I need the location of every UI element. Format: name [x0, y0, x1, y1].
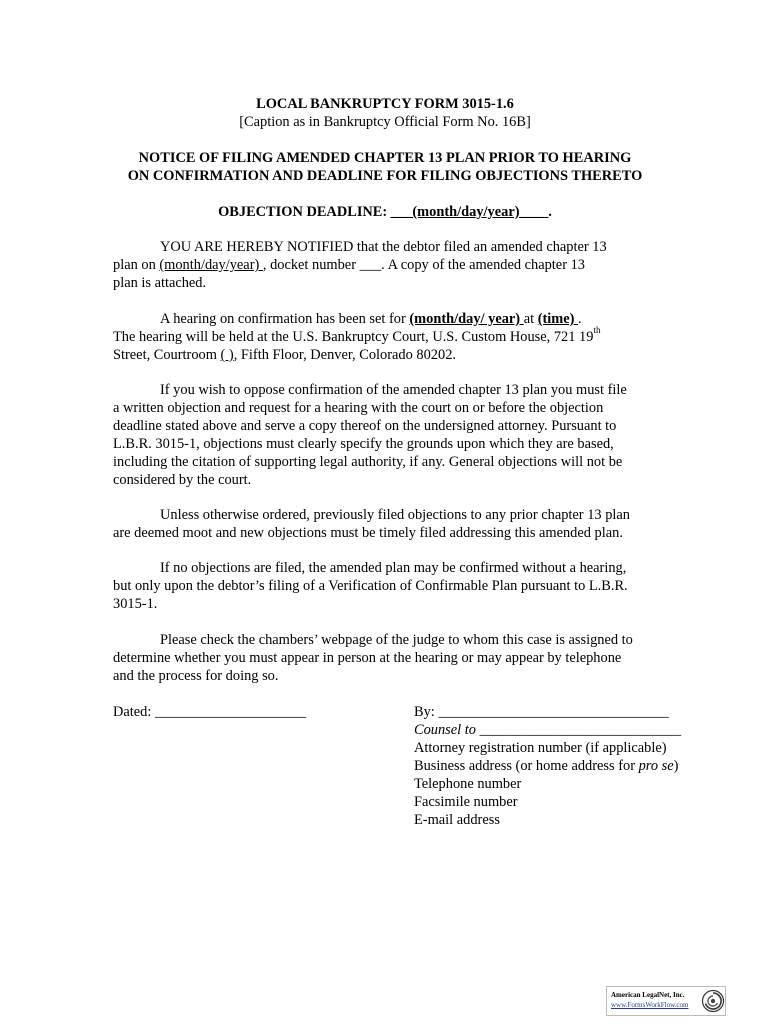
email-address: E-mail address: [414, 812, 500, 828]
text: A hearing on confirmation has been set for: [160, 311, 410, 327]
text: Business address (or home address for: [414, 758, 639, 774]
by-signature-line: By: ________________________________: [414, 704, 669, 720]
plan-date-blank: (month/day/year): [159, 257, 263, 273]
notice-title-line2: ON CONFIRMATION AND DEADLINE FOR FILING OBJECTIONS THERETO: [127, 168, 643, 184]
text: Street, Courtroom: [113, 347, 221, 363]
attorney-registration: Attorney registration number (if applicable): [414, 740, 667, 756]
counsel-to-line: [414, 721, 681, 739]
legalnet-logo-icon: [701, 989, 725, 1013]
para6-line1: Please check the chambers’ webpage of the judge to whom this case is assigned to: [160, 632, 633, 648]
logo-company: American LegalNet, Inc.: [611, 991, 685, 999]
business-address: [414, 757, 678, 775]
text: plan on: [113, 257, 160, 273]
para6-line2: determine whether you must appear in person at the hearing or may appear by telephone: [113, 650, 622, 666]
para3-line1: If you wish to oppose confirmation of the amended chapter 13 plan you must file: [160, 382, 627, 398]
text: at: [523, 311, 538, 327]
objection-deadline: [0, 203, 770, 221]
para4-line2: are deemed moot and new objections must be timely filed addressing this amended plan.: [113, 525, 623, 541]
text: , docket number ___. A copy of the amended chapter 13: [262, 257, 585, 273]
footer-logo: [606, 986, 726, 1016]
logo-url-link[interactable]: www.FormsWorkFlow.com: [611, 1001, 689, 1009]
counsel-label: Counsel to: [414, 722, 476, 738]
form-title: LOCAL BANKRUPTCY FORM 3015-1.6: [256, 96, 514, 112]
pro-se-italic: pro se: [638, 758, 674, 774]
objection-deadline-label: OBJECTION DEADLINE:: [218, 204, 391, 220]
para2-line1: [160, 310, 582, 328]
para5-line3: 3015-1.: [113, 596, 158, 612]
objection-deadline-pad: ____: [519, 204, 549, 220]
objection-deadline-date: (month/day/year): [412, 204, 520, 220]
para2-line2: [113, 325, 601, 346]
para4-line1: Unless otherwise ordered, previously filed objections to any prior chapter 13 plan: [160, 507, 630, 523]
notice-title-line1: NOTICE OF FILING AMENDED CHAPTER 13 PLAN PRIOR TO HEARING: [138, 150, 632, 166]
text: ): [673, 758, 679, 774]
courtroom-blank: ( ): [220, 347, 234, 363]
text: ____________________________: [475, 722, 682, 738]
period: .: [548, 204, 552, 220]
para1-line2: [113, 256, 585, 274]
telephone-number: Telephone number: [414, 776, 522, 792]
superscript: th: [593, 325, 601, 336]
para1-line1: YOU ARE HEREBY NOTIFIED that the debtor filed an amended chapter 13: [160, 239, 607, 255]
hearing-time-blank: (time): [537, 311, 579, 327]
para3-line2: a written objection and request for a hearing with the court on or before the objection: [113, 400, 604, 416]
para5-line1: If no objections are filed, the amended plan may be confirmed without a hearing,: [160, 560, 627, 576]
para3-line4: L.B.R. 3015-1, objections must clearly specify the grounds upon which they are based,: [113, 436, 614, 452]
objection-deadline-pad: ___: [390, 204, 413, 220]
text: The hearing will be held at the U.S. Bankruptcy Court, U.S. Custom House, 721 19: [113, 329, 594, 345]
para3-line6: considered by the court.: [113, 472, 252, 488]
text: .: [578, 311, 582, 327]
para3-line3: deadline stated above and serve a copy thereof on the undersigned attorney. Pursuant to: [113, 418, 617, 434]
para1-line3: plan is attached.: [113, 275, 207, 291]
facsimile-number: Facsimile number: [414, 794, 518, 810]
hearing-date-blank: (month/day/ year): [409, 311, 524, 327]
para3-line5: including the citation of supporting legal authority, if any. General objections will not be: [113, 454, 623, 470]
para5-line2: but only upon the debtor’s filing of a Verification of Confirmable Plan pursuant to L.B.R.: [113, 578, 628, 594]
caption-reference: [Caption as in Bankruptcy Official Form No. 16B]: [239, 114, 531, 130]
text: , Fifth Floor, Denver, Colorado 80202.: [233, 347, 456, 363]
dated-line: Dated: _____________________: [113, 704, 307, 720]
para2-line3: [113, 346, 456, 364]
para6-line3: and the process for doing so.: [113, 668, 279, 684]
